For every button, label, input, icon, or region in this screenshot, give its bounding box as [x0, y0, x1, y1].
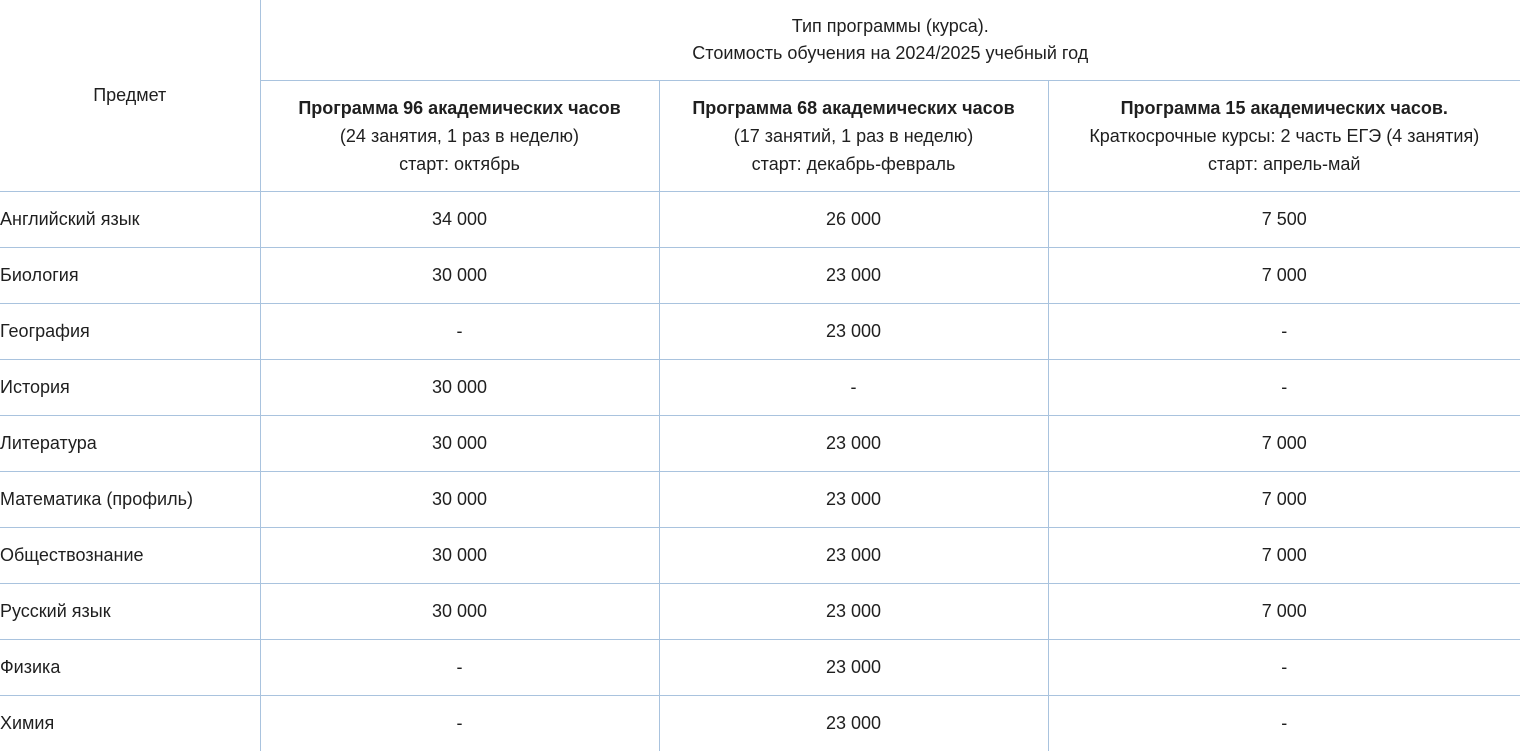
price-68-cell: 23 000 [659, 696, 1048, 751]
price-68-cell: 23 000 [659, 528, 1048, 584]
price-table-body [0, 192, 1520, 751]
program-type-group-header [260, 0, 1520, 81]
subject-cell: Химия [0, 696, 260, 751]
price-15-cell: - [1048, 304, 1520, 360]
price-96-cell: - [260, 640, 659, 696]
subject-cell: Биология [0, 248, 260, 304]
table-row [0, 472, 1520, 528]
table-row [0, 584, 1520, 640]
subject-column-header: Предмет [0, 0, 260, 192]
price-15-cell: 7 000 [1048, 416, 1520, 472]
subject-cell: География [0, 304, 260, 360]
table-row [0, 248, 1520, 304]
program-68-sessions: (17 занятий, 1 раз в неделю) [660, 122, 1048, 150]
program-15-sessions: Краткосрочные курсы: 2 часть ЕГЭ (4 занятия) [1049, 122, 1520, 150]
tuition-year-caption: Стоимость обучения на 2024/2025 учебный год [261, 40, 1520, 67]
price-68-cell: 23 000 [659, 248, 1048, 304]
program-96-header [260, 81, 659, 192]
subject-cell: Математика (профиль) [0, 472, 260, 528]
header-row-top [0, 0, 1520, 81]
table-row [0, 528, 1520, 584]
subject-cell: Обществознание [0, 528, 260, 584]
subject-cell: История [0, 360, 260, 416]
program-68-title: Программа 68 академических часов [660, 94, 1048, 122]
program-68-header [659, 81, 1048, 192]
price-68-cell: - [659, 360, 1048, 416]
program-15-title: Программа 15 академических часов. [1049, 94, 1520, 122]
subject-cell: Литература [0, 416, 260, 472]
price-15-cell: - [1048, 696, 1520, 751]
table-row [0, 416, 1520, 472]
program-96-sessions: (24 занятия, 1 раз в неделю) [261, 122, 659, 150]
price-96-cell: 34 000 [260, 192, 659, 248]
table-row [0, 360, 1520, 416]
program-96-start: старт: октябрь [261, 150, 659, 178]
program-15-header [1048, 81, 1520, 192]
price-96-cell: 30 000 [260, 472, 659, 528]
program-15-start: старт: апрель-май [1049, 150, 1520, 178]
price-96-cell: - [260, 304, 659, 360]
table-row [0, 696, 1520, 751]
table-row [0, 640, 1520, 696]
price-68-cell: 23 000 [659, 472, 1048, 528]
price-96-cell: 30 000 [260, 416, 659, 472]
subject-cell: Русский язык [0, 584, 260, 640]
price-15-cell: - [1048, 360, 1520, 416]
price-96-cell: 30 000 [260, 528, 659, 584]
price-68-cell: 23 000 [659, 584, 1048, 640]
price-15-cell: 7 500 [1048, 192, 1520, 248]
price-15-cell: 7 000 [1048, 248, 1520, 304]
price-96-cell: 30 000 [260, 360, 659, 416]
price-96-cell: 30 000 [260, 248, 659, 304]
subject-cell: Физика [0, 640, 260, 696]
price-15-cell: 7 000 [1048, 472, 1520, 528]
price-table-header [0, 0, 1520, 192]
price-68-cell: 23 000 [659, 304, 1048, 360]
table-row [0, 192, 1520, 248]
program-68-start: старт: декабрь-февраль [660, 150, 1048, 178]
price-68-cell: 26 000 [659, 192, 1048, 248]
program-96-title: Программа 96 академических часов [261, 94, 659, 122]
table-row [0, 304, 1520, 360]
price-68-cell: 23 000 [659, 640, 1048, 696]
price-96-cell: - [260, 696, 659, 751]
price-68-cell: 23 000 [659, 416, 1048, 472]
price-15-cell: 7 000 [1048, 584, 1520, 640]
price-15-cell: - [1048, 640, 1520, 696]
price-96-cell: 30 000 [260, 584, 659, 640]
price-15-cell: 7 000 [1048, 528, 1520, 584]
program-type-caption: Тип программы (курса). [261, 13, 1520, 40]
subject-cell: Английский язык [0, 192, 260, 248]
